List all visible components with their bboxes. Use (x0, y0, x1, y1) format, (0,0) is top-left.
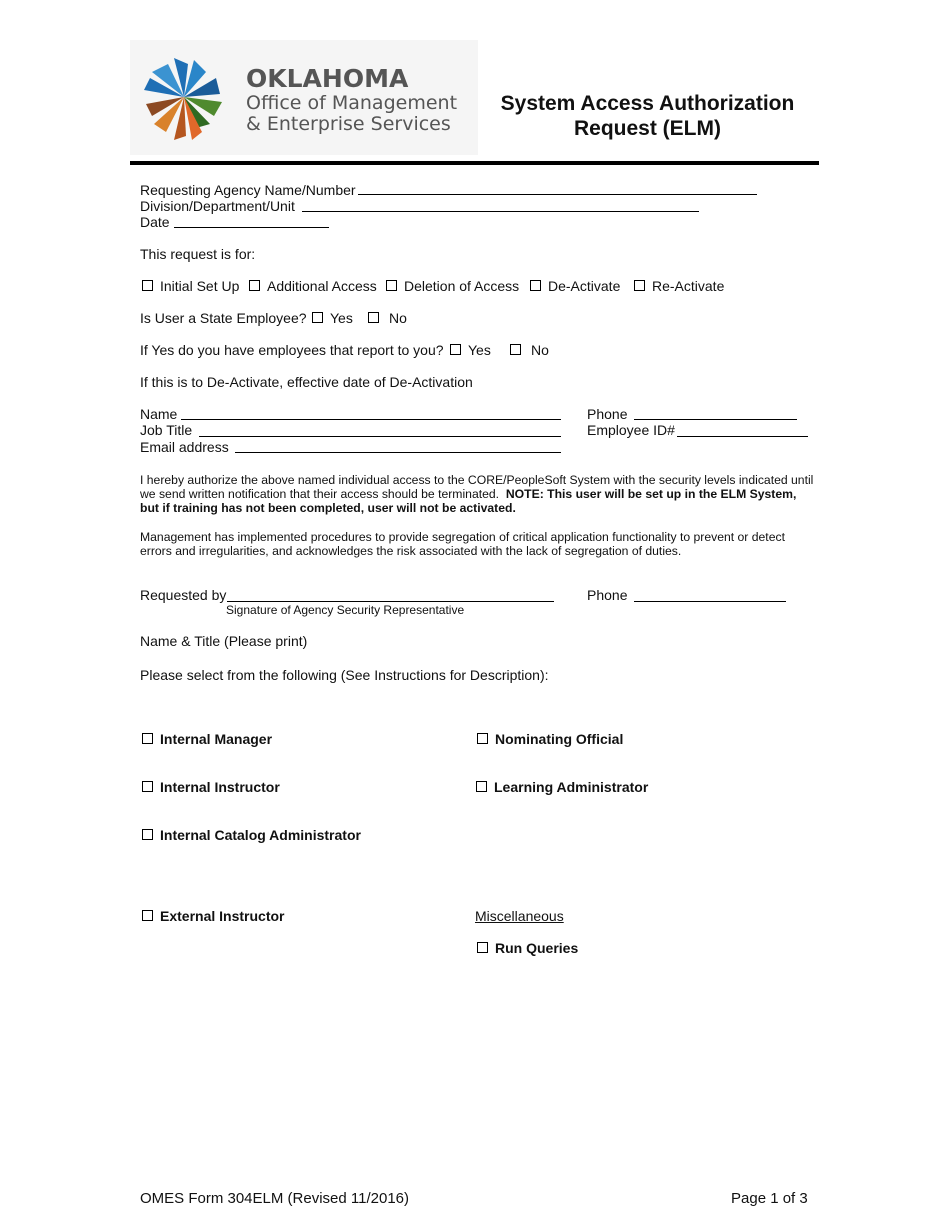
star-emblem-icon (138, 50, 230, 145)
external-instructor-checkbox[interactable] (142, 910, 153, 921)
initial-setup-label: Initial Set Up (160, 278, 240, 294)
reports-yes-label: Yes (468, 342, 491, 358)
deactivate-checkbox[interactable] (530, 280, 541, 291)
state-employee-no-checkbox[interactable] (368, 312, 379, 323)
email-label: Email address (140, 439, 229, 455)
reports-question: If Yes do you have employees that report to you? (140, 342, 444, 358)
date-label: Date (140, 214, 170, 230)
footer-form-id: OMES Form 304ELM (Revised 11/2016) (140, 1190, 409, 1207)
footer-page-number: Page 1 of 3 (731, 1190, 808, 1207)
internal-catalog-admin-checkbox[interactable] (142, 829, 153, 840)
management-paragraph: Management has implemented procedures to provide segregation of critical application functionality to prevent or detect errors and irregularities, and acknowledges the risk associated with the lack of segregation of duties. (140, 530, 785, 558)
job-title-input-line[interactable] (199, 436, 561, 437)
logo-oklahoma: OKLAHOMA (246, 64, 409, 93)
signature-input-line[interactable] (227, 601, 554, 602)
employee-id-label: Employee ID# (587, 422, 675, 438)
employee-id-input-line[interactable] (677, 436, 808, 437)
agency-input-line[interactable] (358, 194, 757, 195)
requester-phone-label: Phone (587, 587, 628, 603)
reactivate-label: Re-Activate (652, 278, 725, 294)
user-phone-input-line[interactable] (634, 419, 797, 420)
user-phone-label: Phone (587, 406, 628, 422)
internal-instructor-checkbox[interactable] (142, 781, 153, 792)
authorization-note: NOTE: This user will be set up in the ELM System, but if training has not been completed, user will not be activated. (140, 487, 797, 515)
nominating-official-label: Nominating Official (495, 731, 624, 747)
authorization-paragraph (140, 473, 815, 515)
select-instructions-label: Please select from the following (See Instructions for Description): (140, 667, 549, 683)
division-input-line[interactable] (302, 211, 699, 212)
external-instructor-label: External Instructor (160, 908, 285, 924)
state-employee-yes-label: Yes (330, 310, 353, 326)
name-label: Name (140, 406, 178, 422)
requester-phone-input-line[interactable] (634, 601, 786, 602)
run-queries-checkbox[interactable] (477, 942, 488, 953)
deletion-access-label: Deletion of Access (404, 278, 520, 294)
internal-manager-checkbox[interactable] (142, 733, 153, 744)
deactivation-date-label: If this is to De-Activate, effective date of De-Activation (140, 374, 473, 390)
name-title-label: Name & Title (Please print) (140, 633, 308, 649)
internal-instructor-label: Internal Instructor (160, 779, 280, 795)
deletion-access-checkbox[interactable] (386, 280, 397, 291)
reports-no-label: No (531, 342, 549, 358)
logo-line-2: Office of Management (246, 92, 458, 114)
miscellaneous-heading: Miscellaneous (475, 908, 564, 924)
internal-manager-label: Internal Manager (160, 731, 273, 747)
deactivate-label: De-Activate (548, 278, 621, 294)
reports-yes-checkbox[interactable] (450, 344, 461, 355)
header-divider (130, 161, 819, 165)
run-queries-label: Run Queries (495, 940, 579, 956)
requested-by-label: Requested by (140, 587, 227, 603)
authorization-text: I hereby authorize the above named individual access to the CORE/PeopleSoft System with the security levels indicated until we send written notification that their access should be terminated. (140, 473, 814, 501)
name-input-line[interactable] (181, 419, 561, 420)
state-employee-no-label: No (389, 310, 407, 326)
learning-administrator-checkbox[interactable] (476, 781, 487, 792)
job-title-label: Job Title (140, 422, 193, 438)
email-input-line[interactable] (235, 452, 561, 453)
agency-label: Requesting Agency Name/Number (140, 182, 356, 198)
reports-no-checkbox[interactable] (510, 344, 521, 355)
date-input-line[interactable] (174, 227, 329, 228)
internal-catalog-admin-label: Internal Catalog Administrator (160, 827, 361, 843)
logo-line-3: & Enterprise Services (246, 113, 451, 135)
division-label: Division/Department/Unit (140, 198, 295, 214)
additional-access-checkbox[interactable] (249, 280, 260, 291)
state-employee-question: Is User a State Employee? (140, 310, 307, 326)
initial-setup-checkbox[interactable] (142, 280, 153, 291)
request-label: This request is for: (140, 246, 256, 262)
nominating-official-checkbox[interactable] (477, 733, 488, 744)
agency-logo (130, 40, 478, 155)
state-employee-yes-checkbox[interactable] (312, 312, 323, 323)
signature-caption: Signature of Agency Security Representative (226, 603, 465, 617)
additional-access-label: Additional Access (267, 278, 377, 294)
reactivate-checkbox[interactable] (634, 280, 645, 291)
form-title: System Access Authorization Request (ELM) (500, 92, 795, 140)
learning-administrator-label: Learning Administrator (494, 779, 649, 795)
